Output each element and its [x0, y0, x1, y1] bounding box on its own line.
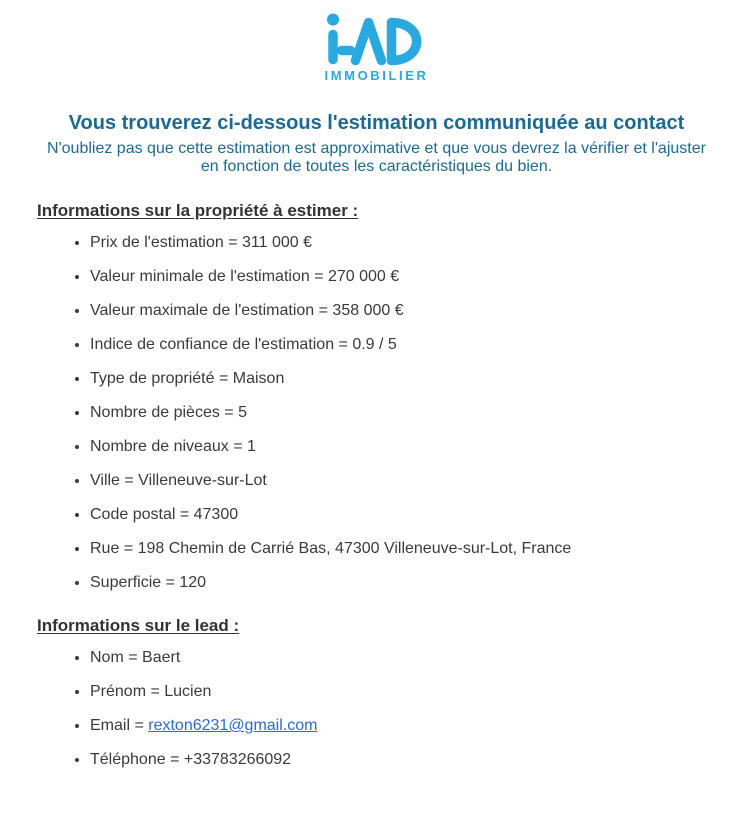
list-item [90, 751, 716, 769]
list-item [90, 717, 716, 735]
iad-logo-icon [325, 12, 429, 66]
list-item-text: Prénom = Lucien [90, 683, 212, 700]
page-subtitle: N'oubliez pas que cette estimation est approximative et que vous devrez la vérifier et l'ajuster en fonction de toutes les caractéristiques du bien. [47, 140, 706, 175]
list-item [90, 438, 716, 456]
list-item-text: Superficie = 120 [90, 574, 207, 591]
lead-info-list [37, 649, 716, 769]
list-item-text: Nombre de pièces = 5 [90, 404, 247, 421]
brand-subtitle: IMMOBILIER [324, 68, 429, 83]
list-item [90, 268, 716, 286]
list-item [90, 370, 716, 388]
list-item [90, 540, 716, 558]
lead-section [37, 616, 716, 769]
list-item-text: Email = [90, 717, 149, 734]
list-item-text: Nombre de niveaux = 1 [90, 438, 256, 455]
list-item-text: Valeur maximale de l'estimation = 358 000 € [90, 302, 404, 319]
lead-section-heading: Informations sur le lead : [37, 616, 240, 635]
list-item-text: Ville = Villeneuve-sur-Lot [90, 472, 267, 489]
list-item [90, 234, 716, 252]
list-item-text: Téléphone = +33783266092 [90, 751, 292, 768]
list-item-text: Nom = Baert [90, 649, 181, 666]
list-item [90, 683, 716, 701]
list-item [90, 574, 716, 592]
list-item [90, 404, 716, 422]
list-item [90, 506, 716, 524]
property-section-heading: Informations sur la propriété à estimer : [37, 201, 359, 220]
list-item-text: Indice de confiance de l'estimation = 0.9 / 5 [90, 336, 397, 353]
list-item [90, 302, 716, 320]
list-item [90, 336, 716, 354]
property-section [37, 201, 716, 592]
brand-header [37, 10, 716, 83]
list-item [90, 472, 716, 490]
list-item-text: Rue = 198 Chemin de Carrié Bas, 47300 Villeneuve-sur-Lot, France [90, 540, 572, 557]
list-item-text: Code postal = 47300 [90, 506, 239, 523]
property-info-list [37, 234, 716, 592]
email-link[interactable]: rexton6231@gmail.com [148, 717, 318, 734]
list-item-text: Prix de l'estimation = 311 000 € [90, 234, 312, 251]
page-title: Vous trouverez ci-dessous l'estimation communiquée au contact [68, 112, 685, 134]
list-item [90, 649, 716, 667]
list-item-text: Valeur minimale de l'estimation = 270 000 € [90, 268, 400, 285]
list-item-text: Type de propriété = Maison [90, 370, 285, 387]
